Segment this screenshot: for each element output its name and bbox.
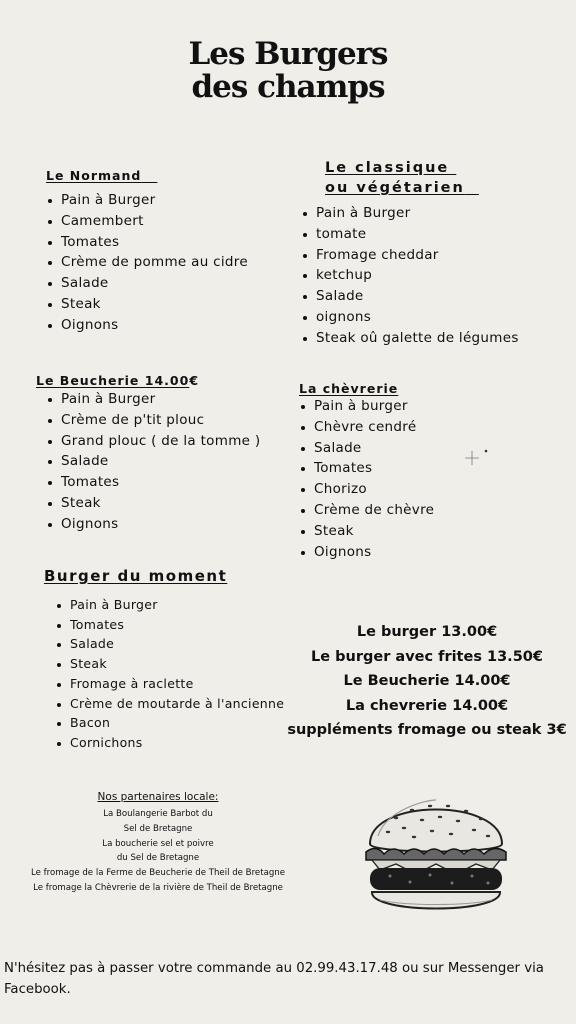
list-item: oignons	[301, 307, 519, 328]
list-item: Salade	[46, 451, 260, 472]
price-line: Le Beucherie 14.00€	[343, 673, 511, 689]
list-item: Fromage cheddar	[301, 245, 519, 266]
list-item: Pain à burger	[299, 396, 434, 417]
partner-line: La Boulangerie Barbot du	[103, 809, 213, 819]
ingredient-list-le-normand	[46, 190, 248, 336]
sparkle-decoration	[462, 448, 490, 468]
list-item: Grand plouc ( de la tomme )	[46, 431, 260, 452]
ingredient-list-le-beucherie	[36, 389, 260, 535]
list-item: Steak oû galette de légumes	[301, 328, 519, 349]
menu-title-line-2: des champs	[191, 69, 385, 105]
list-item: tomate	[301, 224, 519, 245]
section-title-le-classique-line-2: ou végétarien	[325, 180, 465, 196]
list-item: Salade	[301, 286, 519, 307]
partner-line: La boucherie sel et poivre	[102, 838, 214, 849]
list-item: Cornichons	[44, 733, 284, 753]
price-line: Le burger 13.00€	[356, 624, 498, 640]
list-item: Tomates	[44, 615, 284, 635]
partner-line: Le fromage la Chèvrerie de la rivière de Theil de Bretagne	[33, 882, 283, 893]
list-item: Crème de p'tit plouc	[46, 410, 260, 431]
list-item: Oignons	[46, 514, 260, 535]
section-burger-du-moment	[44, 566, 284, 753]
section-title-burger-du-moment: Burger du moment	[44, 567, 228, 585]
list-item: Crème de moutarde à l'ancienne	[44, 694, 284, 714]
list-item: Tomates	[46, 472, 260, 493]
section-le-normand	[46, 167, 248, 336]
price-line: suppléments fromage ou steak 3€	[287, 722, 567, 738]
section-title-la-chevrerie: La chèvrerie	[299, 381, 399, 396]
list-item: Salade	[46, 273, 248, 294]
burger-illustration	[356, 784, 516, 924]
list-item: Oignons	[299, 542, 434, 563]
list-item: Pain à Burger	[46, 389, 260, 410]
list-item: Tomates	[46, 232, 248, 253]
menu-title-line-1: Les Burgers	[188, 36, 388, 72]
list-item: ketchup	[301, 265, 519, 286]
menu-title	[0, 38, 576, 104]
ingredient-list-burger-du-moment	[44, 595, 284, 753]
list-item: Fromage à raclette	[44, 674, 284, 694]
price-line: La chevrerie 14.00€	[345, 697, 509, 714]
ingredient-list-la-chevrerie	[299, 396, 434, 562]
list-item: Chorizo	[299, 479, 434, 500]
section-title-le-beucherie: Le Beucherie 14.00€	[36, 373, 200, 388]
partners-block	[10, 790, 306, 896]
section-le-beucherie	[36, 372, 260, 535]
list-item: Salade	[44, 634, 284, 654]
list-item: Steak	[46, 294, 248, 315]
price-line: Le burger avec frites 13.50€	[311, 648, 543, 665]
list-item: Crème de chèvre	[299, 500, 434, 521]
section-title-le-normand: Le Normand	[46, 168, 142, 183]
list-item: Pain à Burger	[44, 595, 284, 615]
list-item: Steak	[46, 493, 260, 514]
list-item: Camembert	[46, 211, 248, 232]
section-la-chevrerie	[299, 380, 434, 562]
ingredient-list-le-classique	[301, 203, 519, 349]
order-info-footer: N'hésitez pas à passer votre commande au 02.99.43.17.48 ou sur Messenger via Facebook.	[4, 961, 544, 997]
list-item: Steak	[299, 521, 434, 542]
list-item: Bacon	[44, 713, 284, 733]
list-item: Chèvre cendré	[299, 417, 434, 438]
price-list	[278, 620, 576, 743]
list-item: Steak	[44, 654, 284, 674]
partner-line: du Sel de Bretagne	[116, 853, 200, 864]
list-item: Tomates	[299, 458, 434, 479]
list-item: Salade	[299, 438, 434, 459]
section-le-classique	[301, 158, 519, 349]
partners-title: Nos partenaires locale:	[97, 791, 219, 803]
list-item: Crème de pomme au cidre	[46, 252, 248, 273]
list-item: Pain à Burger	[46, 190, 248, 211]
list-item: Pain à Burger	[301, 203, 519, 224]
section-title-le-classique-line-1: Le classique	[325, 160, 450, 176]
list-item: Oignons	[46, 315, 248, 336]
partner-line: Sel de Bretagne	[123, 823, 193, 834]
partner-line: Le fromage de la Ferme de Beucherie de Theil de Bretagne	[30, 868, 286, 879]
